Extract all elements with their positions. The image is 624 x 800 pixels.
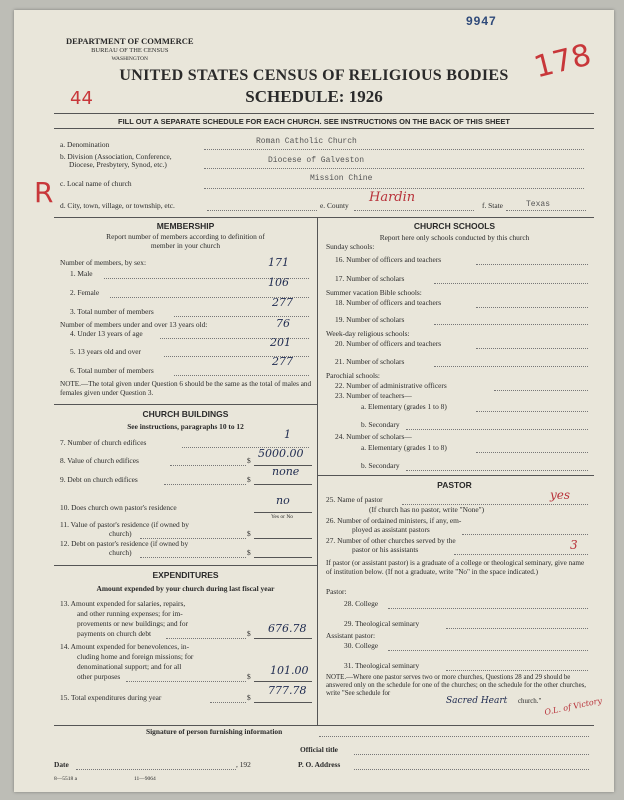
q24b-label: b. Secondary [361,461,400,470]
census-schedule-sheet [14,10,614,792]
q12-label-2: church) [109,548,132,557]
answer-line [254,512,312,513]
dotted-line [476,348,588,349]
form-title: UNITED STATES CENSUS OF RELIGIOUS BODIES [119,67,509,84]
dotted-line [166,638,246,639]
county-label: e. County [320,201,349,210]
q19-label: 19. Number of scholars [335,315,405,324]
dotted-line [434,324,588,325]
answer-line [254,557,312,558]
note-church-hand: Sacred Heart [446,696,508,706]
dotted-line [319,736,589,737]
q20-label: 20. Number of officers and teachers [335,339,442,348]
q23-label: 23. Number of teachers— [335,391,412,400]
answer-line [254,681,312,682]
q15-label: 15. Total expenditures during year [60,693,162,702]
dotted-line [204,168,584,169]
schools-heading: CHURCH SCHOOLS [413,221,496,231]
dotted-line [434,366,588,367]
pastor-heading: PASTOR [437,480,472,490]
q30-label: 30. College [344,641,379,650]
under-over-label: Number of members under and over 13 years old: [60,320,208,329]
dotted-line [434,283,588,284]
dotted-line [476,307,588,308]
q17-label: 17. Number of scholars [335,274,405,283]
divider [54,113,594,114]
divider [54,128,594,129]
q22-label: 22. Number of administrative officers [335,381,447,390]
dept-line3: WASHINGTON [111,56,149,62]
dotted-line [174,375,309,376]
pastor-note: NOTE.—Where one pastor serves two or more churches, Questions 28 and 29 should be answered only on the schedule for one of the churches; on the schedule for the other churches, write "See schedule for [326,674,587,697]
q14-label-4: other purposes [77,672,121,681]
dollar-sign: $ [247,629,251,638]
annotation-r: R [34,176,54,209]
dotted-line [204,188,584,189]
q10-label: 10. Does church own pastor's residence [60,503,177,512]
division-value: Diocese of Galveston [268,156,365,165]
q9-label: 9. Debt on church edifices [60,475,138,484]
q27-value: 3 [570,538,578,552]
q23b-label: b. Secondary [361,420,400,429]
q10-value: no [276,494,290,507]
q14-value: 101.00 [270,664,309,677]
division-label-2: Diocese, Presbytery, Synod, etc.) [69,160,167,169]
q11-label-2: church) [109,529,132,538]
answer-line [254,538,312,539]
q26-label: 26. Number of ordained ministers, if any, em- [326,516,462,525]
divider [54,217,594,218]
note-red-hand: O.L. of Victory [543,696,603,717]
serial-number: 9947 [466,14,497,28]
dotted-line [354,754,589,755]
q25-value: yes [550,488,571,502]
q24a-label: a. Elementary (grades 1 to 8) [361,443,447,452]
date-year: , 192 [236,760,251,769]
q16-label: 16. Number of officers and teachers [335,255,442,264]
divider [54,725,594,726]
division-label-1: b. Division (Association, Conference, [60,152,172,161]
signature-label: Signature of person furnishing information [146,727,283,736]
local-name-value: Mission Chine [310,174,373,183]
dotted-line [170,465,246,466]
q27-label: 27. Number of other churches served by the [326,536,456,545]
dotted-line [406,470,588,471]
divider [317,475,594,476]
city-label: d. City, town, village, or township, etc. [60,201,175,210]
annotation-44: 44 [70,88,93,109]
q13-label-1: 13. Amount expended for salaries, repairs, [60,599,186,608]
q11-label: 11. Value of pastor's residence (if owned by [60,520,189,529]
q9-value: none [272,465,300,478]
denomination-label: a. Denomination [60,140,110,149]
q3-label: 3. Total number of members [70,307,154,316]
q7-label: 7. Number of church edifices [60,438,147,447]
membership-heading: MEMBERSHIP [156,221,215,231]
po-address-label: P. O. Address [298,760,341,769]
state-label: f. State [482,201,503,210]
dept-line2: BUREAU OF THE CENSUS [91,47,169,54]
dollar-sign: $ [247,548,251,557]
buildings-instructions: See instructions, paragraphs 10 to 12 [127,422,244,431]
summer-schools-label: Summer vacation Bible schools: [326,288,422,297]
q7-value: 1 [284,428,291,441]
q3-value: 277 [272,296,293,309]
dotted-line [476,264,588,265]
date-label: Date [54,760,69,769]
dollar-sign: $ [247,672,251,681]
dotted-line [204,149,584,150]
q27-label-2: pastor or his assistants [352,545,419,554]
dotted-line [494,390,588,391]
county-value: Hardin [369,190,416,205]
q8-label: 8. Value of church edifices [60,456,139,465]
dotted-line [446,628,588,629]
expenditures-intro: Amount expended by your church during last fiscal year [96,584,275,593]
q21-label: 21. Number of scholars [335,357,405,366]
dotted-line [140,557,246,558]
by-sex-label: Number of members, by sex: [60,258,146,267]
fill-out-instruction: FILL OUT A SEPARATE SCHEDULE FOR EACH CHURCH. SEE INSTRUCTIONS ON THE BACK OF THIS SHEET [118,117,510,126]
dotted-line [476,452,588,453]
weekday-schools-label: Week-day religious schools: [326,329,410,338]
q5-label: 5. 13 years old and over [70,347,142,356]
official-title-label: Official title [300,745,338,754]
membership-intro-2: member in your church [150,241,221,250]
dollar-sign: $ [247,693,251,702]
dollar-sign: $ [247,456,251,465]
answer-line [254,638,312,639]
note-church-suffix: church." [518,698,542,705]
dept-line1: DEPARTMENT OF COMMERCE [66,36,194,46]
answer-line [254,702,312,703]
q31-label: 31. Theological seminary [344,661,420,670]
q23a-label: a. Elementary (grades 1 to 8) [361,402,447,411]
dotted-line [76,769,236,770]
assistant-subheading: Assistant pastor: [326,631,376,640]
state-value: Texas [526,200,551,209]
dotted-line [354,210,474,211]
q14-label-1: 14. Amount expended for benevolences, in- [60,642,190,651]
dollar-sign: $ [247,475,251,484]
membership-intro-1: Report number of members according to definition of [106,232,265,241]
q14-label-3: denominational support; and for all [77,662,182,671]
expenditures-heading: EXPENDITURES [152,570,219,580]
q4-label: 4. Under 13 years of age [70,329,143,338]
q13-label-4: payments on church debt [77,629,152,638]
q8-value: 5000.00 [258,447,304,460]
department-heading [66,37,194,64]
dotted-line [446,670,588,671]
dotted-line [388,650,588,651]
q18-label: 18. Number of officers and teachers [335,298,442,307]
dotted-line [388,608,588,609]
parochial-schools-label: Parochial schools: [326,371,380,380]
dotted-line [126,681,246,682]
q5-value: 201 [270,336,291,349]
q6-value: 277 [272,355,293,368]
yes-no-hint: Yes or No [271,514,294,520]
q14-label-2: cluding home and foreign missions; for [77,652,194,661]
q13-label-2: and other running expenses; for im- [77,609,183,618]
dotted-line [462,534,588,535]
q4-value: 76 [276,317,290,330]
answer-line [254,484,312,485]
dotted-line [476,411,588,412]
dotted-line [506,210,586,211]
buildings-heading: CHURCH BUILDINGS [142,409,229,419]
q25-hint: (If church has no pastor, write "None") [369,505,485,514]
q15-value: 777.78 [268,684,307,697]
schools-intro: Report here only schools conducted by this church [379,233,530,242]
column-divider [317,217,318,725]
q26-label-2: ployed as assistant pastors [352,525,430,534]
graduate-instruction: If pastor (or assistant pastor) is a graduate of a college or theological seminary, give name of institution below. (If not a graduate, write "No" in the space indicated.) [326,559,585,576]
membership-note: NOTE.—The total given under Question 6 should be the same as the total of males and females given under Question 3. [60,380,312,397]
print-code: 11—9064 [134,776,156,782]
dollar-sign: $ [247,529,251,538]
dotted-line [454,554,588,555]
dotted-line [406,429,588,430]
q12-label: 12. Debt on pastor's residence (if owned by [60,539,189,548]
q1-label: 1. Male [70,269,93,278]
form-number: 8—5518 a [54,776,78,782]
divider [54,404,317,405]
dotted-line [164,484,246,485]
annotation-178: 178 [530,37,595,86]
q25-label: 25. Name of pastor [326,495,383,504]
dotted-line [354,769,589,770]
local-name-label: c. Local name of church [60,179,132,188]
q2-label: 2. Female [70,288,100,297]
q1-value: 171 [268,256,289,269]
dotted-line [210,702,246,703]
q2-value: 106 [268,276,289,289]
divider [54,565,317,566]
q6-label: 6. Total number of members [70,366,154,375]
q28-label: 28. College [344,599,379,608]
dotted-line [207,210,317,211]
q13-label-3: provements or new buildings; and for [77,619,189,628]
form-subtitle: SCHEDULE: 1926 [245,87,383,106]
q13-value: 676.78 [268,622,307,635]
pastor-subheading: Pastor: [326,587,347,596]
q24-label: 24. Number of scholars— [335,432,412,441]
sunday-schools-label: Sunday schools: [326,242,375,251]
q29-label: 29. Theological seminary [344,619,420,628]
denomination-value: Roman Catholic Church [256,137,357,146]
